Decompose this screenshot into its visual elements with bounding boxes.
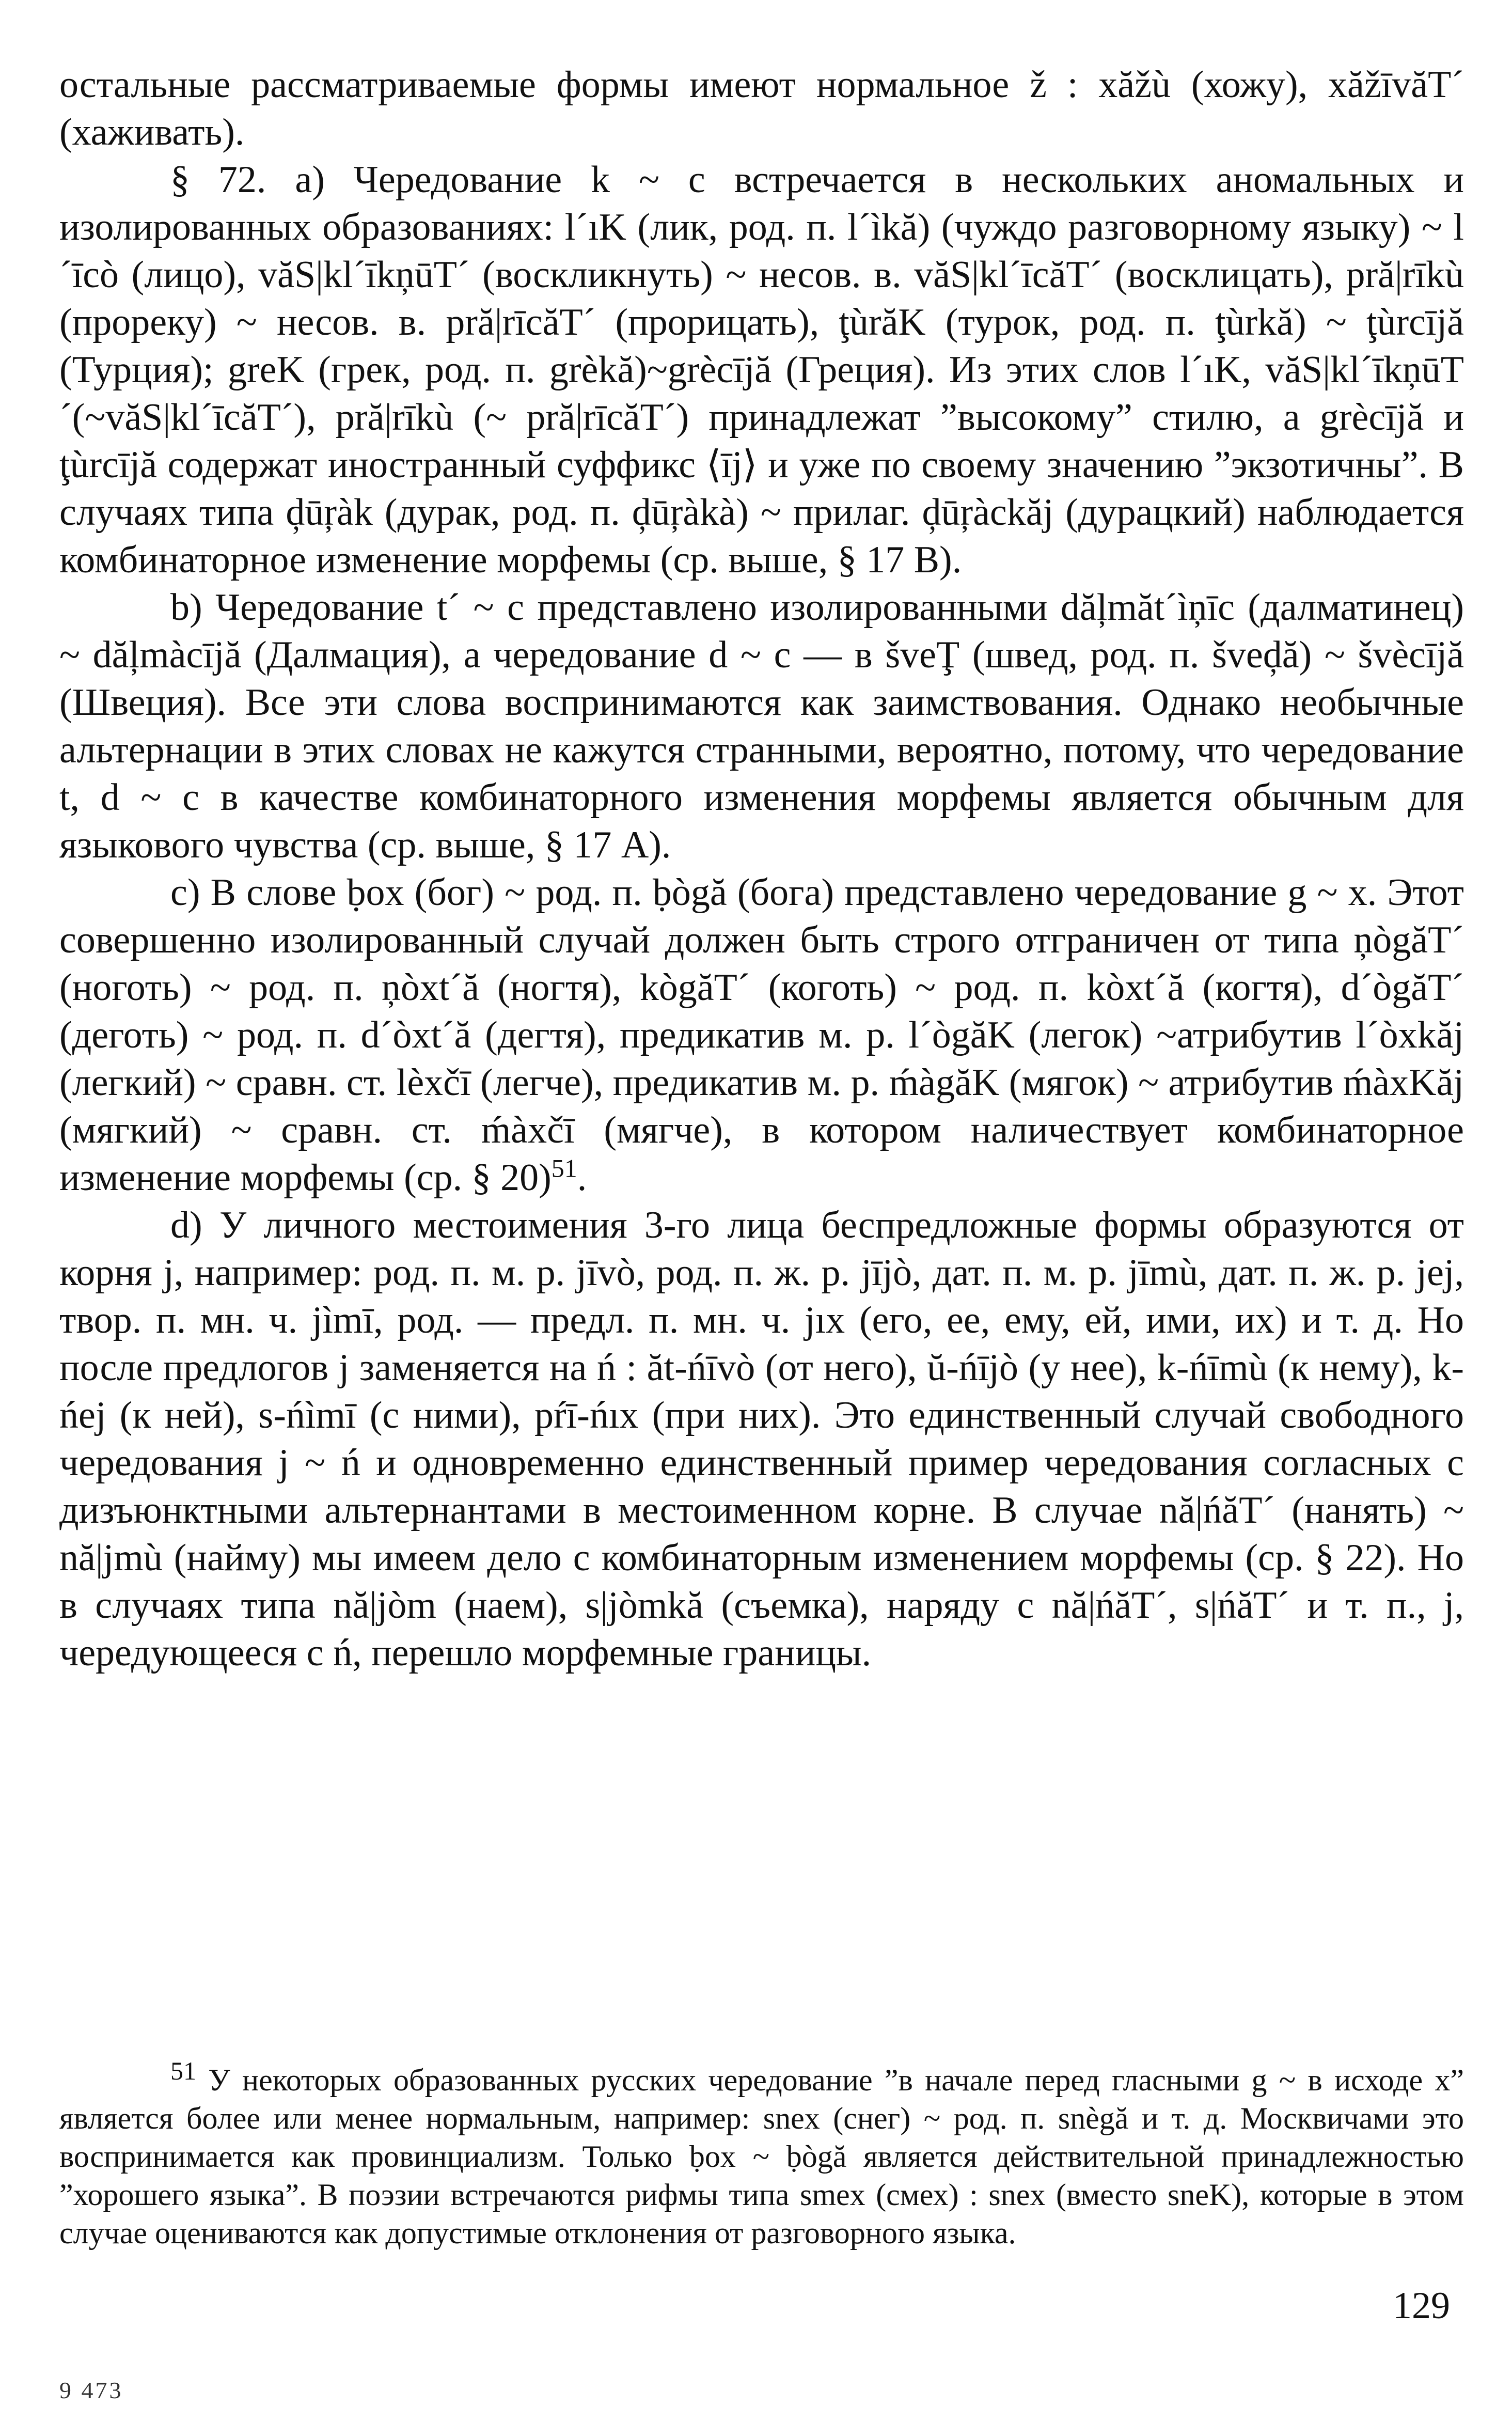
footnote-text: У некоторых образованных русских чередование ”в начале перед гласными g ~ в исходе x” является более или менее нормальным, например: snex (снег) ~ род. п. snègă и т. д. Москвичами это воспринимается как провинциализм. Только ḅox ~ ḅògă является действительной принадлежностью ”хорошего языка”. В поэзии встречаются рифмы типа smex (смех) : snex (вместо sneK), которые в этом случае оцениваются как допустимые отклонения от разговорного языка. <box>59 2063 1464 2250</box>
footnote-section <box>59 2056 1464 2252</box>
paragraph-72c-end: . <box>577 1157 587 1199</box>
footnote-number: 51 <box>170 2056 196 2085</box>
footnote-reference[interactable]: 51 <box>551 1153 577 1183</box>
paragraph-72d: d) У личного местоимения 3-го лица беспредложные формы образуются от корня j, например: род. п. м. р. jīvò, род. п. ж. р. jījò, дат. п. м. р. jīmù, дат. п. ж. р. jej, твор. п. мн. ч. jìmī, род. — предл. п. мн. ч. jıx (его, ее, ему, ей, ими, их) и т. д. Но после предлогов j заменяется на ń : ăt-ńīvò (от него), ŭ-ńījò (у нее), k-ńīmù (к нему), k-ńej (к ней), s-ńìmī (с ними), pŕī-ńıx (при них). Это единственный случай свободного чередования j ~ ń и одновременно единственный пример чередования согласных с дизъюнктными альтернантами в местоименном корне. В случае nă|ńăT´ (нанять) ~ nă|jmù (найму) мы имеем дело с комбинаторным изменением морфемы (ср. § 22). Но в случаях типа nă|jòm (наем), s|jòmkă (съемка), наряду с nă|ńăT´, s|ńăT´ и т. п., j, чередующееся с ń, перешло морфемные границы. <box>59 1204 1464 1674</box>
paragraph-72b: b) Чередование t´ ~ c представлено изолированными dăļmăt´ìņīc (далматинец) ~ dăļmàcījă (Далмация), a чередование d ~ c — в šveŢ (швед, род. п. šveḑă) ~ švècījă (Швеция). Все эти слова воспринимаются как заимствования. Однако необычные альтернации в этих словах не кажутся странными, вероятно, потому, что чередование t, d ~ c в качестве комбинаторного изменения морфемы является обычным для языкового чувства (ср. выше, § 17 A). <box>59 586 1464 866</box>
printer-signature: 9 473 <box>59 2377 123 2403</box>
paragraph-continuation: остальные рассматриваемые формы имеют нормальное ž : xăžù (хожу), xăžīvăT´ (хаживать). <box>59 64 1464 153</box>
main-text <box>59 61 1464 1677</box>
paragraph-72a: § 72. a) Чередование k ~ c встречается в нескольких аномальных и изолированных образованиях: l´ıK (лик, род. п. l´ìkă) (чуждо разговорному языку) ~ l´īcò (лицо), văS|kl´īkņūT´ (воскликнуть) ~ несов. в. văS|kl´īcăT´ (восклицать), pră|rīkù (прореку) ~ несов. в. pră|rīcăT´ (прорицать), ţùrăK (турок, род. п. ţùrkă) ~ ţùrcījă (Турция); greK (грек, род. п. grèkă)~grècījă (Греция). Из этих слов l´ıK, văS|kl´īkņūT´(~văS|kl´īcăT´), pră|rīkù (~ pră|rīcăT´) принадлежат ”высокому” стилю, a grècījă и ţùrcījă содержат иностранный суффикс ⟨īj⟩ и уже по своему значению ”экзотичны”. В случаях типа ḑūŗàk (дурак, род. п. ḑūŗàkà) ~ прилаг. ḑūŗàckăj (дурацкий) наблюдается комбинаторное изменение морфемы (ср. выше, § 17 B). <box>59 159 1464 581</box>
paragraph-72c-text: c) В слове ḅox (бог) ~ род. п. ḅògă (бога) представлено чередование g ~ x. Этот совершенно изолированный случай должен быть строго отграничен от типа ņògăT´ (ноготь) ~ род. п. ņòxt´ă (ногтя), kògăT´ (коготь) ~ род. п. kòxt´ă (когтя), d´ògăT´ (деготь) ~ род. п. d´òxt´ă (дегтя), предикатив м. р. l´ògăK (легок) ~атрибутив l´òxkăj (легкий) ~ сравн. ст. lèxčī (легче), предикатив м. р. ḿàgăK (мягок) ~ атрибутив ḿàxKăj (мягкий) ~ сравн. ст. ḿàxčī (мягче), в котором наличествует комбинаторное изменение морфемы (ср. § 20) <box>59 871 1464 1199</box>
page-number: 129 <box>1393 2285 1450 2327</box>
footnote-51 <box>59 2056 1464 2252</box>
paragraph-72c <box>59 869 1464 1201</box>
